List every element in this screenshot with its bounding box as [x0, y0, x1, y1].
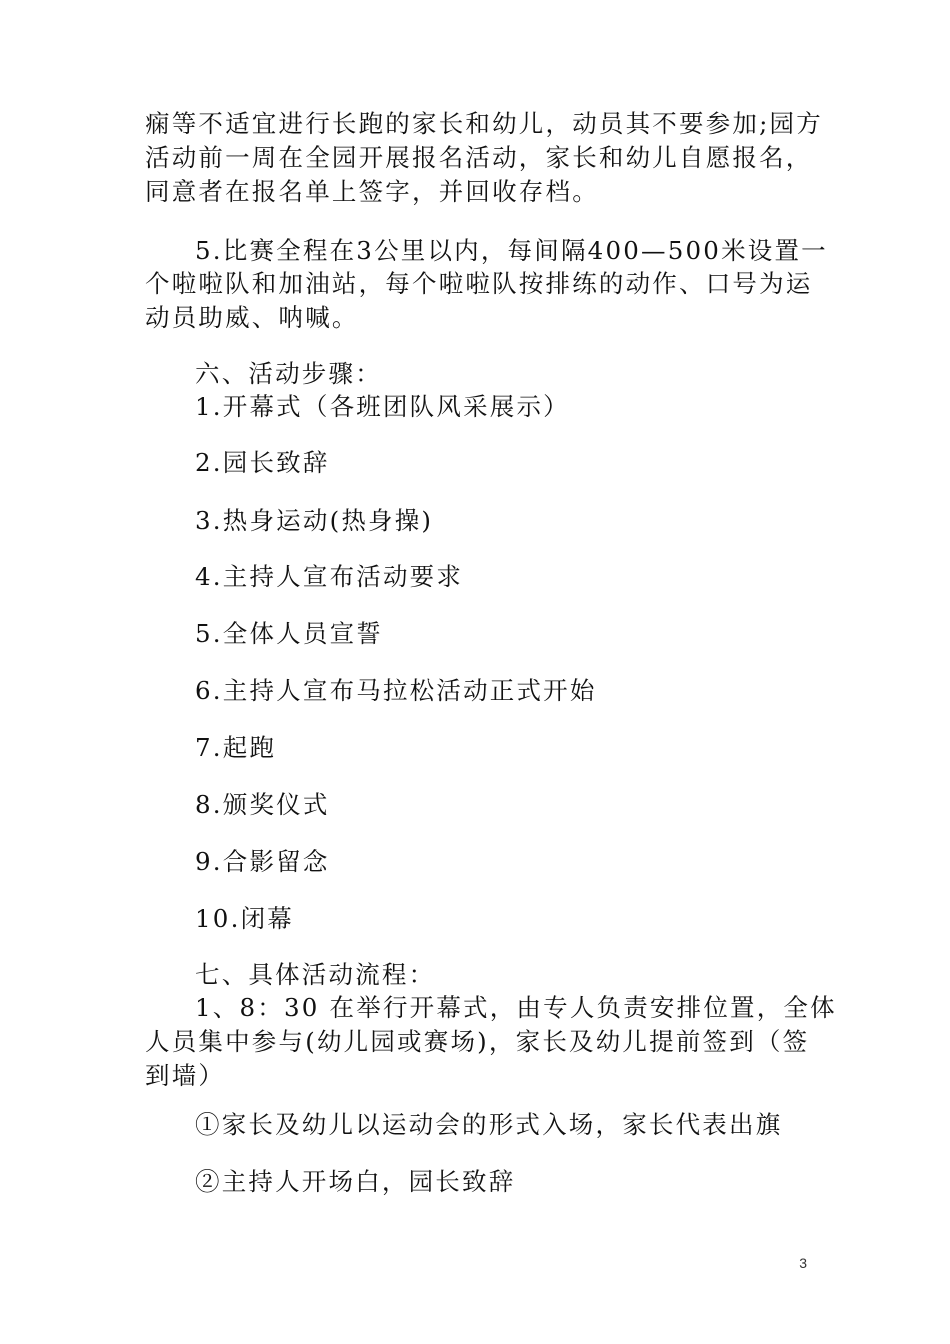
item-5-line: 5.比赛全程在3公里以内，每间隔400—500米设置一 [195, 236, 828, 265]
step-item: 9.合影留念 [195, 847, 330, 876]
section-heading: 六、活动步骤： [195, 359, 382, 388]
step-item: 5.全体人员宣誓 [195, 619, 383, 648]
step-item: 8.颁奖仪式 [195, 790, 330, 819]
section-heading: 七、具体活动流程： [195, 960, 436, 989]
step-item: 10.闭幕 [195, 904, 294, 933]
paragraph-line: 活动前一周在全园开展报名活动，家长和幼儿自愿报名， [145, 143, 813, 172]
step-item: 4.主持人宣布活动要求 [195, 562, 464, 591]
flow-subitem: ②主持人开场白，园长致辞 [195, 1167, 516, 1196]
flow-line: 人员集中参与(幼儿园或赛场)，家长及幼儿提前签到（签 [145, 1027, 810, 1056]
flow-subitem: ①家长及幼儿以运动会的形式入场，家长代表出旗 [195, 1110, 783, 1139]
step-item: 3.热身运动(热身操) [195, 506, 434, 535]
paragraph-line: 同意者在报名单上签字，并回收存档。 [145, 177, 599, 206]
step-item: 1.开幕式（各班团队风采展示） [195, 392, 570, 421]
item-5-line: 动员助威、呐喊。 [145, 303, 359, 332]
flow-line: 1、8：30 在举行开幕式，由专人负责安排位置，全体 [195, 993, 837, 1022]
step-item: 2.园长致辞 [195, 448, 330, 477]
paragraph-line: 痫等不适宜进行长跑的家长和幼儿，动员其不要参加;园方 [145, 109, 823, 138]
step-item: 6.主持人宣布马拉松活动正式开始 [195, 676, 597, 705]
page-number: 3 [799, 1255, 807, 1271]
flow-line: 到墙） [145, 1061, 226, 1090]
item-5-line: 个啦啦队和加油站，每个啦啦队按排练的动作、口号为运 [145, 269, 813, 298]
step-item: 7.起跑 [195, 733, 277, 762]
